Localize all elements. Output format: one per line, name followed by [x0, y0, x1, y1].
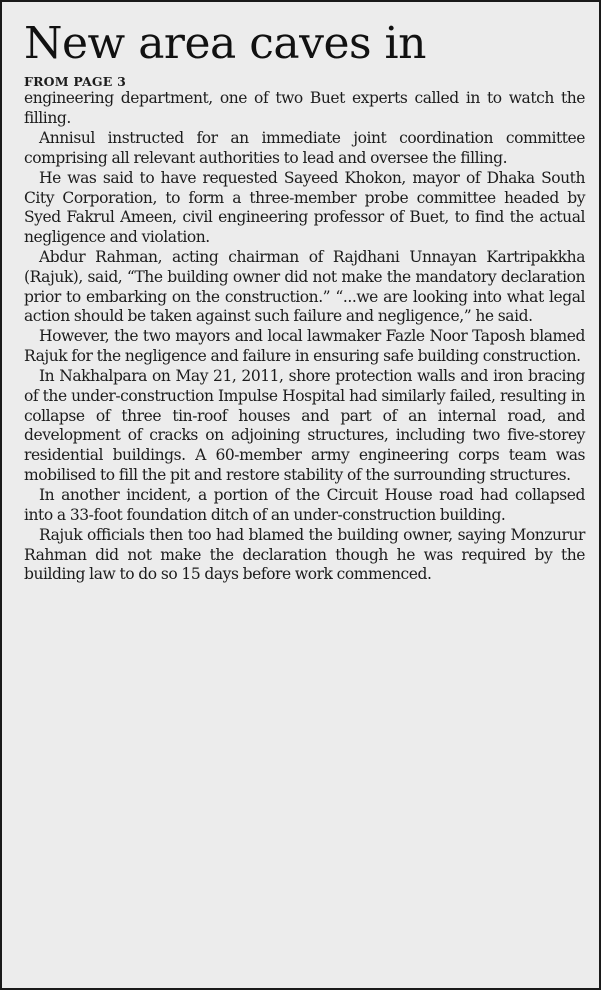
- paragraph: In Nakhalpara on May 21, 2011, shore protection walls and iron bracing of the under-construction Impulse Hospital had similarly failed, resulting in collapse of three tin-roof houses and part of an internal road, and development of cracks on adjoining structures, including two five-storey residential buildings. A 60-member army engineering corps team was mobilised to fill the pit and restore stability of the surrounding structures.: [24, 367, 585, 484]
- paragraph: engineering department, one of two Buet experts called in to watch the filling.: [24, 89, 585, 127]
- paragraph: He was said to have requested Sayeed Khokon, mayor of Dhaka South City Corporation, to form a three-member probe committee headed by Syed Fakrul Ameen, civil engineering professor of Buet, to find the actual negligence and violation.: [24, 168, 585, 246]
- headline: New area caves in: [24, 18, 426, 69]
- paragraph: In another incident, a portion of the Circuit House road had collapsed into a 33-foot foundation ditch of an under-construction building.: [24, 486, 585, 524]
- article-body: [24, 89, 585, 585]
- paragraph: Abdur Rahman, acting chairman of Rajdhani Unnayan Kartripakkha (Rajuk), said, “The building owner did not make the mandatory declaration prior to embarking on the construction.” “...we are looking into what legal action should be taken against such failure and negligence,” he said.: [24, 248, 585, 326]
- paragraph: Rajuk officials then too had blamed the building owner, saying Monzurur Rahman did not make the declaration though he was required by the building law to do so 15 days before work commenced.: [24, 525, 585, 584]
- paragraph: Annisul instructed for an immediate joint coordination committee comprising all relevant authorities to lead and oversee the filling.: [24, 128, 585, 167]
- jump-label: FROM PAGE 3: [24, 74, 126, 89]
- paragraph: However, the two mayors and local lawmaker Fazle Noor Taposh blamed Rajuk for the negligence and failure in ensuring safe building construction.: [24, 327, 585, 366]
